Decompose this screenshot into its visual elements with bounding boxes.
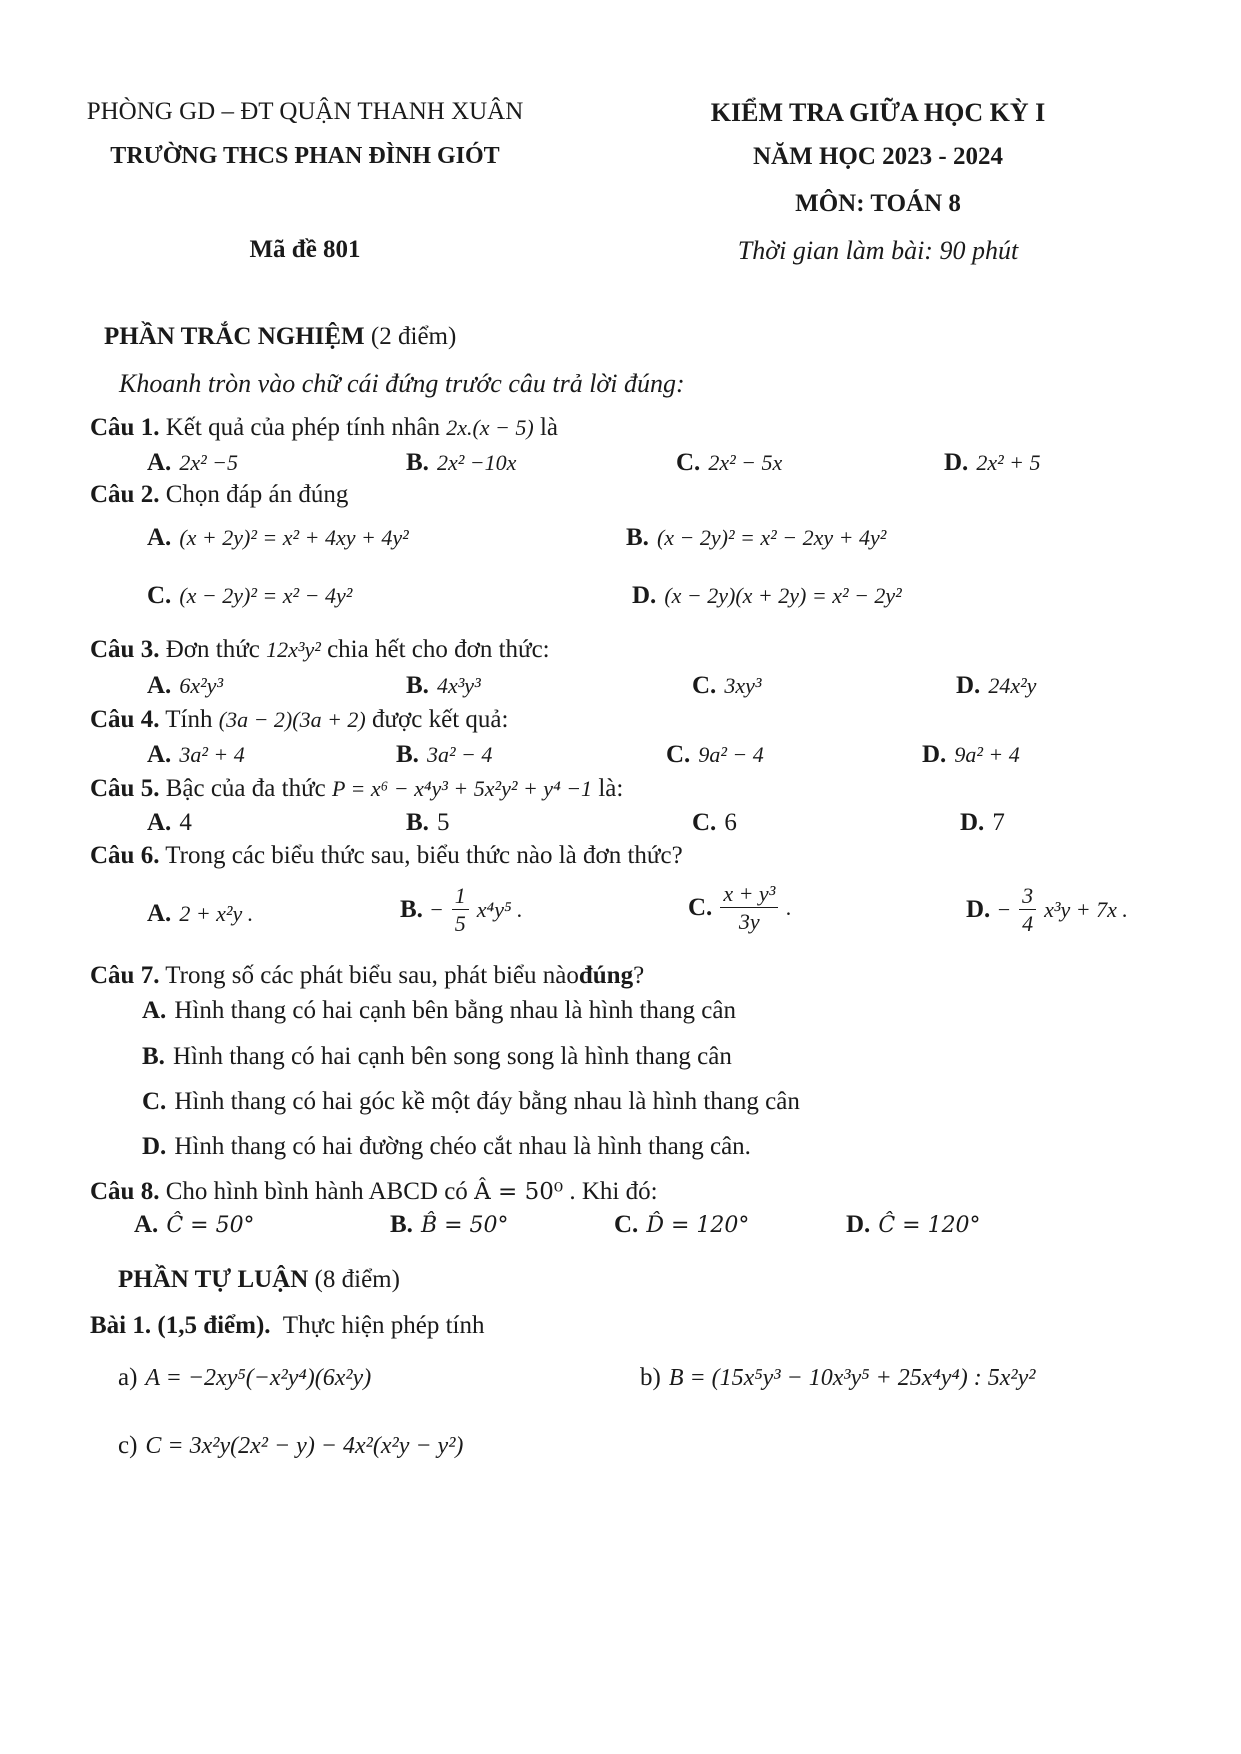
question-1: [90, 414, 558, 442]
option-text: 3xy³: [724, 673, 762, 698]
q4-option-b[interactable]: [396, 741, 492, 769]
question-label: Câu 4.: [90, 706, 160, 733]
q1-option-a[interactable]: [147, 449, 238, 477]
option-letter: C.: [692, 672, 717, 699]
option-letter: C.: [147, 582, 172, 609]
option-text: Hình thang có hai cạnh bên bằng nhau là hình thang cân: [174, 997, 736, 1024]
option-text: (x − 2y)² = x² − 2xy + 4y²: [656, 525, 887, 550]
option-text: 6: [724, 809, 737, 836]
exercise-points: (1,5 điểm).: [157, 1312, 271, 1339]
option-text: x⁴y⁵ .: [476, 896, 523, 922]
minus-sign: −: [996, 896, 1012, 922]
option-text: 6x²y³: [179, 673, 224, 698]
option-letter: C.: [614, 1211, 639, 1238]
option-letter: A.: [147, 900, 172, 927]
question-7: [90, 962, 644, 990]
option-letter: D.: [960, 809, 985, 836]
option-text: Hình thang có hai cạnh bên song song là hình thang cân: [172, 1043, 732, 1070]
q8-option-b[interactable]: [390, 1211, 509, 1239]
question-text: Kết quả của phép tính nhân: [165, 414, 440, 441]
math-expression: P = x⁶ − x⁴y³ + 5x²y² + y⁴ −1: [331, 776, 593, 801]
denominator: 5: [454, 911, 466, 937]
option-text: 24x²y: [988, 673, 1037, 698]
q5-option-b[interactable]: [406, 809, 449, 837]
math-expression: A = −2xy⁵(−x²y⁴)(6x²y): [145, 1364, 372, 1391]
q6-option-c[interactable]: [688, 882, 792, 933]
option-letter: B.: [406, 449, 429, 476]
q3-option-c[interactable]: [692, 672, 761, 700]
question-4: [90, 706, 508, 734]
part1-heading: [104, 323, 456, 351]
q4-option-a[interactable]: [147, 741, 245, 769]
option-letter: A.: [147, 741, 172, 768]
option-text: 7: [992, 809, 1005, 836]
q3-option-b[interactable]: [406, 672, 481, 700]
exam-duration: Thời gian làm bài: 90 phút: [737, 236, 1019, 265]
numerator: x + y³: [720, 882, 778, 908]
q1-option-c[interactable]: [676, 449, 782, 477]
option-letter: D.: [922, 741, 947, 768]
q4-option-d[interactable]: [922, 741, 1020, 769]
q7-option-c[interactable]: [142, 1088, 800, 1116]
math-expression: Â = 50⁰: [474, 1179, 564, 1205]
q2-option-b[interactable]: [626, 524, 886, 552]
q8-option-c[interactable]: [614, 1211, 749, 1239]
q3-option-a[interactable]: [147, 672, 223, 700]
question-text: được kết quả:: [372, 706, 509, 733]
option-text: (x − 2y)² = x² − 4y²: [179, 583, 353, 608]
q4-option-c[interactable]: [666, 741, 764, 769]
exercise-1c: [118, 1432, 463, 1460]
question-3: [90, 636, 550, 664]
q6-option-a[interactable]: [147, 900, 253, 928]
question-text: ?: [633, 962, 645, 989]
option-letter: D.: [142, 1133, 167, 1160]
fraction: [720, 882, 778, 933]
option-text: Ĉ = 50°: [166, 1212, 255, 1238]
part-label: b): [640, 1364, 661, 1391]
q5-option-d[interactable]: [960, 809, 1005, 837]
fraction: [1019, 884, 1036, 935]
question-text: Tính: [165, 706, 213, 733]
exercise-1: [90, 1312, 485, 1340]
part2-points: (8 điểm): [314, 1266, 400, 1293]
option-letter: B.: [406, 809, 429, 836]
question-text: Trong các biểu thức sau, biểu thức nào là đơn thức?: [165, 842, 683, 869]
part1-title: PHẦN TRẮC NGHIỆM: [104, 323, 365, 350]
subject: MÔN: TOÁN 8: [795, 190, 961, 217]
math-expression: 12x³y²: [266, 637, 321, 662]
option-letter: A.: [147, 524, 172, 551]
option-letter: C.: [676, 449, 701, 476]
q5-option-a[interactable]: [147, 809, 192, 837]
q6-option-d[interactable]: [966, 884, 1128, 935]
option-letter: B.: [142, 1043, 165, 1070]
part1-instruction: Khoanh tròn vào chữ cái đứng trước câu trả lời đúng:: [119, 369, 685, 398]
option-text: x³y + 7x .: [1044, 896, 1128, 922]
q5-option-c[interactable]: [692, 809, 737, 837]
q3-option-d[interactable]: [956, 672, 1036, 700]
question-2: [90, 481, 348, 509]
option-letter: D.: [966, 895, 991, 923]
question-text: Chọn đáp án đúng: [165, 481, 349, 508]
exercise-text: Thực hiện phép tính: [282, 1312, 485, 1339]
option-letter: C.: [688, 893, 713, 921]
option-text: D̂ = 120°: [646, 1212, 750, 1238]
option-text: .: [786, 894, 792, 920]
option-text: 4: [179, 809, 192, 836]
exercise-1b: [640, 1364, 1035, 1392]
minus-sign: −: [428, 896, 444, 922]
q8-option-a[interactable]: [134, 1211, 255, 1239]
option-text: 5: [436, 809, 450, 836]
option-text: 9a² + 4: [954, 742, 1020, 767]
option-text: 2x² −10x: [436, 450, 517, 475]
math-expression: 2x.(x − 5): [446, 415, 534, 440]
option-text: 4x³y³: [436, 673, 481, 698]
question-label: Câu 1.: [90, 414, 160, 441]
department-name: PHÒNG GD – ĐT QUẬN THANH XUÂN: [86, 98, 524, 125]
option-letter: B.: [406, 672, 429, 699]
option-text: 9a² − 4: [698, 742, 764, 767]
question-label: Câu 5.: [90, 775, 160, 802]
part-label: c): [118, 1432, 138, 1459]
option-text: B̂ = 50°: [420, 1212, 509, 1238]
option-text: 2x² − 5x: [708, 450, 783, 475]
option-letter: C.: [692, 809, 717, 836]
denominator: 4: [1022, 911, 1034, 937]
math-expression: C = 3x²y(2x² − y) − 4x²(x²y − y²): [145, 1432, 464, 1459]
exercise-1a: [118, 1364, 371, 1392]
option-letter: A.: [142, 997, 167, 1024]
question-8: [90, 1178, 658, 1206]
option-text: 2x² + 5: [976, 450, 1041, 475]
question-6: [90, 842, 683, 870]
math-expression: (3a − 2)(3a + 2): [218, 707, 366, 732]
question-label: Câu 2.: [90, 481, 160, 508]
question-text: . Khi đó:: [569, 1178, 658, 1205]
math-expression: B = (15x⁵y³ − 10x³y⁵ + 25x⁴y⁴) : 5x²y²: [668, 1364, 1036, 1391]
option-text: 3a² + 4: [179, 742, 245, 767]
question-text: Cho hình bình hành ABCD có: [165, 1178, 468, 1205]
option-letter: A.: [147, 449, 172, 476]
option-letter: B.: [400, 895, 423, 923]
option-text: 3a² − 4: [426, 742, 493, 767]
q2-option-a-actual[interactable]: [147, 524, 409, 552]
option-text: (x + 2y)² = x² + 4xy + 4y²: [179, 525, 409, 550]
question-emphasis: đúng: [578, 962, 634, 989]
question-text: Bậc của đa thức: [165, 775, 326, 802]
q1-option-d[interactable]: [944, 449, 1041, 477]
question-text: Đơn thức: [165, 636, 260, 663]
option-text: Ĉ = 120°: [878, 1212, 981, 1238]
q2-option-c[interactable]: [147, 582, 352, 610]
exam-title: KIỂM TRA GIỮA HỌC KỲ I: [710, 98, 1046, 127]
part1-points: (2 điểm): [370, 323, 457, 350]
q6-option-b[interactable]: [400, 884, 523, 935]
option-letter: A.: [134, 1211, 159, 1238]
part-label: a): [118, 1364, 138, 1391]
question-text: là: [539, 414, 559, 441]
option-text: Hình thang có hai góc kề một đáy bằng nhau là hình thang cân: [174, 1088, 800, 1115]
option-text: 2x² −5: [179, 450, 239, 475]
option-text: (x − 2y)(x + 2y) = x² − 2y²: [664, 583, 902, 608]
option-letter: D.: [956, 672, 981, 699]
option-letter: A.: [147, 809, 172, 836]
numerator: 3: [1019, 884, 1036, 910]
option-letter: A.: [147, 672, 172, 699]
option-letter: B.: [626, 524, 649, 551]
question-label: Câu 6.: [90, 842, 160, 869]
question-label: Câu 3.: [90, 636, 160, 663]
option-letter: D.: [944, 449, 969, 476]
part2-title: PHẦN TỰ LUẬN: [118, 1266, 309, 1293]
question-text: chia hết cho đơn thức:: [327, 636, 550, 663]
option-text: 2 + x²y .: [179, 901, 254, 926]
fraction: [452, 884, 469, 935]
school-name: TRƯỜNG THCS PHAN ĐÌNH GIÓT: [110, 143, 500, 169]
q2-option-d[interactable]: [632, 582, 902, 610]
option-letter: D.: [846, 1211, 871, 1238]
question-text: Trong số các phát biểu sau, phát biểu nào: [165, 962, 579, 989]
part2-heading: [118, 1266, 400, 1294]
numerator: 1: [452, 884, 469, 910]
q1-option-b[interactable]: [406, 449, 516, 477]
option-letter: B.: [390, 1211, 413, 1238]
q8-option-d[interactable]: [846, 1211, 981, 1239]
question-label: Câu 8.: [90, 1178, 160, 1205]
exam-code: Mã đề 801: [249, 236, 361, 263]
option-letter: C.: [142, 1088, 167, 1115]
question-label: Câu 7.: [90, 962, 160, 989]
q7-option-a[interactable]: [142, 997, 736, 1025]
q7-option-b[interactable]: [142, 1043, 732, 1071]
q7-option-d[interactable]: [142, 1133, 751, 1161]
exercise-label: Bài 1.: [90, 1312, 152, 1339]
school-year: NĂM HỌC 2023 - 2024: [753, 143, 1003, 170]
question-text: là:: [598, 775, 624, 802]
option-letter: B.: [396, 741, 419, 768]
option-letter: C.: [666, 741, 691, 768]
option-text: Hình thang có hai đường chéo cắt nhau là hình thang cân.: [174, 1133, 751, 1160]
question-5: [90, 775, 623, 803]
denominator: 3y: [738, 909, 760, 935]
option-letter: D.: [632, 582, 657, 609]
